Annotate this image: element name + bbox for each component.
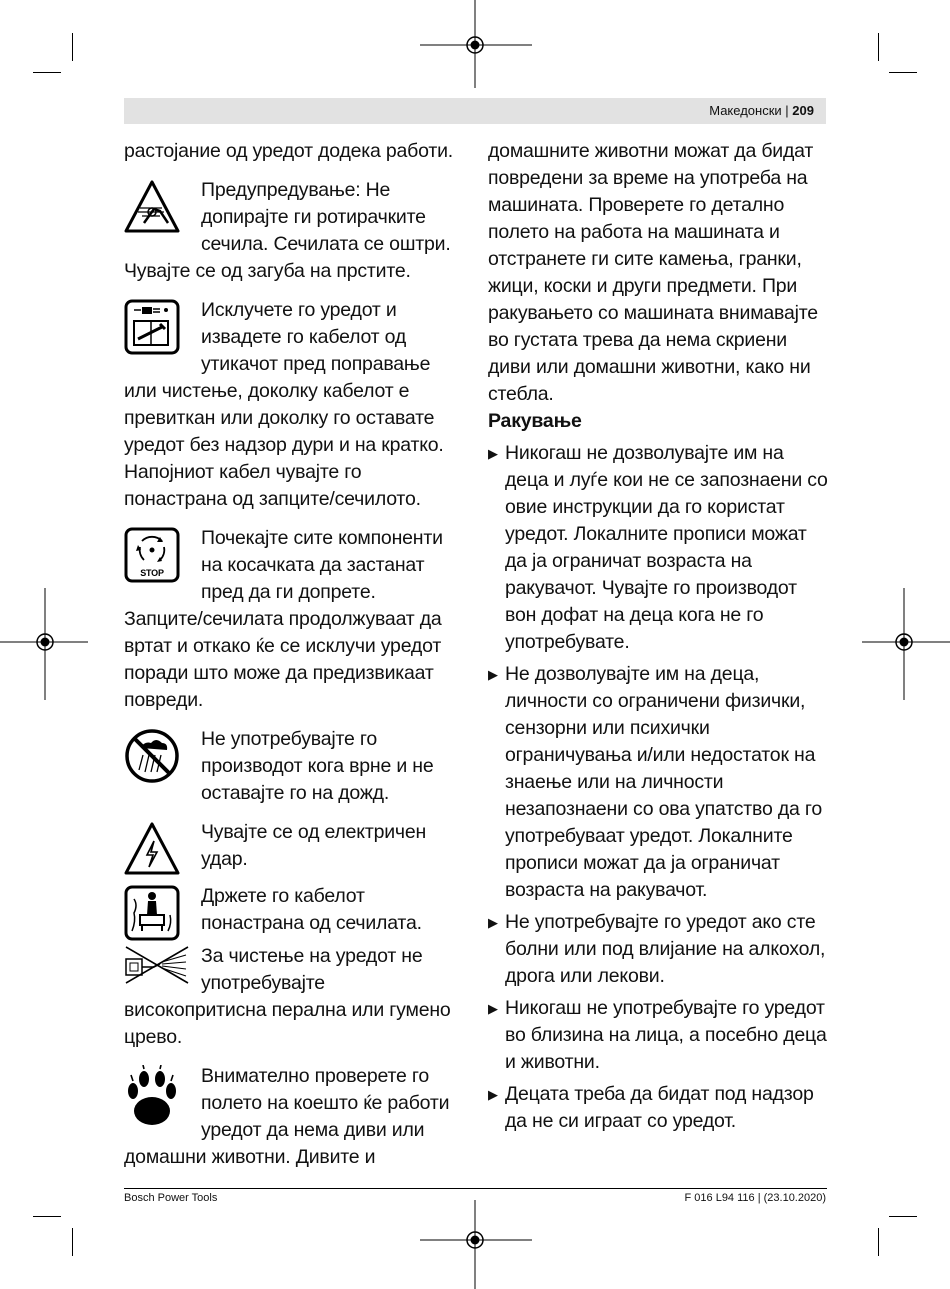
list-item-text: Децата треба да бидат под надзор да не си играат со уредот. xyxy=(505,1083,814,1132)
list-item-text: Не употребувајте го уредот ако сте болни или под влијание на алкохол, дрога или лекови. xyxy=(505,911,826,987)
warning-text: Почекајте сите компоненти на косачката да застанат пред да ги допрете. xyxy=(201,527,443,603)
warning-block xyxy=(124,297,459,513)
warning-text-continued: високопритисна перална или гумено црево. xyxy=(124,999,451,1048)
animal-paw-icon xyxy=(124,1065,180,1129)
warning-block xyxy=(124,726,459,807)
warning-text-continued: Чувајте се од загуба на прстите. xyxy=(124,260,411,282)
footer-doc-code: F 016 L94 116 | (23.10.2020) xyxy=(684,1192,826,1204)
bullet-triangle-icon: ▶ xyxy=(488,446,498,461)
warning-text: Држете го кабелот понастрана од сечилата. xyxy=(201,885,422,934)
unplug-manual-icon xyxy=(124,299,180,355)
crop-mark xyxy=(878,1228,879,1256)
no-pressure-washer-icon xyxy=(124,945,190,985)
cable-away-icon xyxy=(124,885,180,941)
warning-text: Исклучете го уредот и извадете го кабелот од утикачот пред поправање xyxy=(201,299,431,375)
warning-text: Предупредување: Не допирајте ги ротирачките сечила. Сечилата се оштри. xyxy=(201,179,451,255)
warning-block xyxy=(124,1063,459,1171)
registration-mark-right xyxy=(860,588,950,700)
right-column xyxy=(488,138,828,1135)
crop-mark xyxy=(33,1216,61,1217)
page-header xyxy=(124,98,826,124)
header-language: Македонски xyxy=(709,103,782,118)
warning-block xyxy=(124,883,459,941)
warning-block xyxy=(124,525,459,714)
warning-text-continued: домашни животни. Дивите и xyxy=(124,1146,376,1168)
list-item-text: Никогаш не употребувајте го уредот во близина на лица, а посебно деца и животни. xyxy=(505,997,827,1073)
continuation-paragraph: домашните животни можат да бидат повредени за време на употреба на машината. Проверете го детално полето на работа на машината и отстранете ги сите камења, гранки, жици, коски и други предмети. При ракувањето со машината внимавајте во густата трева да нема скриени диви или домашни животни, како ни стебла. xyxy=(488,140,818,405)
section-heading: Ракување xyxy=(488,410,582,432)
list-item xyxy=(488,1081,828,1135)
intro-line: растојание од уредот додека работи. xyxy=(124,140,454,162)
warning-text: Не употребувајте го производот кога врне и не оставајте го на дожд. xyxy=(201,728,434,804)
list-item xyxy=(488,995,828,1076)
list-item xyxy=(488,909,828,990)
bullet-triangle-icon: ▶ xyxy=(488,667,498,682)
bullet-triangle-icon: ▶ xyxy=(488,1087,498,1102)
list-item-text: Никогаш не дозволувајте им на деца и луѓе кои не се запознаени со овие инструкции да го користат уредот. Локалните прописи можат да ја ограничат возраста на ракувачот. Чувајте го производот вон дофат на деца кога не го употребувате. xyxy=(505,442,828,653)
rotating-blade-warning-icon xyxy=(124,179,180,235)
warning-text: За чистење на уредот не употребувајте xyxy=(201,945,423,994)
registration-mark-top xyxy=(420,0,532,90)
footer-rule xyxy=(124,1188,827,1189)
bullet-triangle-icon: ▶ xyxy=(488,915,498,930)
warning-block xyxy=(124,819,459,879)
left-column xyxy=(124,138,459,1171)
crop-mark xyxy=(889,1216,917,1217)
footer-publisher: Bosch Power Tools xyxy=(124,1192,218,1204)
registration-mark-bottom xyxy=(420,1200,532,1289)
warning-block xyxy=(124,177,459,285)
list-item xyxy=(488,440,828,656)
list-item-text: Не дозволувајте им на деца, личности со ограничени физички, сензорни или психички ограничувања и/или недостаток на знаење или на личности незапознаени со ова упатство да го употребуваат уредот. Локалните прописи можат да ја ограничат возраста на ракувачот. xyxy=(505,663,823,901)
crop-mark xyxy=(889,72,917,73)
no-rain-icon xyxy=(124,728,180,784)
header-separator: | xyxy=(785,103,789,118)
crop-mark xyxy=(72,1228,73,1256)
stop-label: STOP xyxy=(140,568,164,578)
warning-text: Внимателно проверете го полето на коешто ќе работи уредот да нема диви или xyxy=(201,1065,450,1141)
electric-shock-icon xyxy=(124,821,180,877)
warning-text-continued: Запците/сечилата продолжуваат да вртат и откако ќе се исклучи уредот поради што може да предизвикаат повреди. xyxy=(124,608,442,711)
stop-rotation-icon xyxy=(124,527,180,583)
warning-block xyxy=(124,943,459,1051)
warning-text-continued: или чистење, доколку кабелот е превиткан или доколку го оставате уредот без надзор дури и на кратко. Напојниот кабел чувајте го понастрана од запците/сечилото. xyxy=(124,380,444,510)
warning-text: Чувајте се од електричен удар. xyxy=(201,821,427,870)
page-number: 209 xyxy=(792,103,814,118)
bullet-triangle-icon: ▶ xyxy=(488,1001,498,1016)
list-item xyxy=(488,661,828,904)
registration-mark-left xyxy=(0,588,90,700)
crop-mark xyxy=(72,33,73,61)
crop-mark xyxy=(33,72,61,73)
header-text xyxy=(709,103,814,118)
crop-mark xyxy=(878,33,879,61)
